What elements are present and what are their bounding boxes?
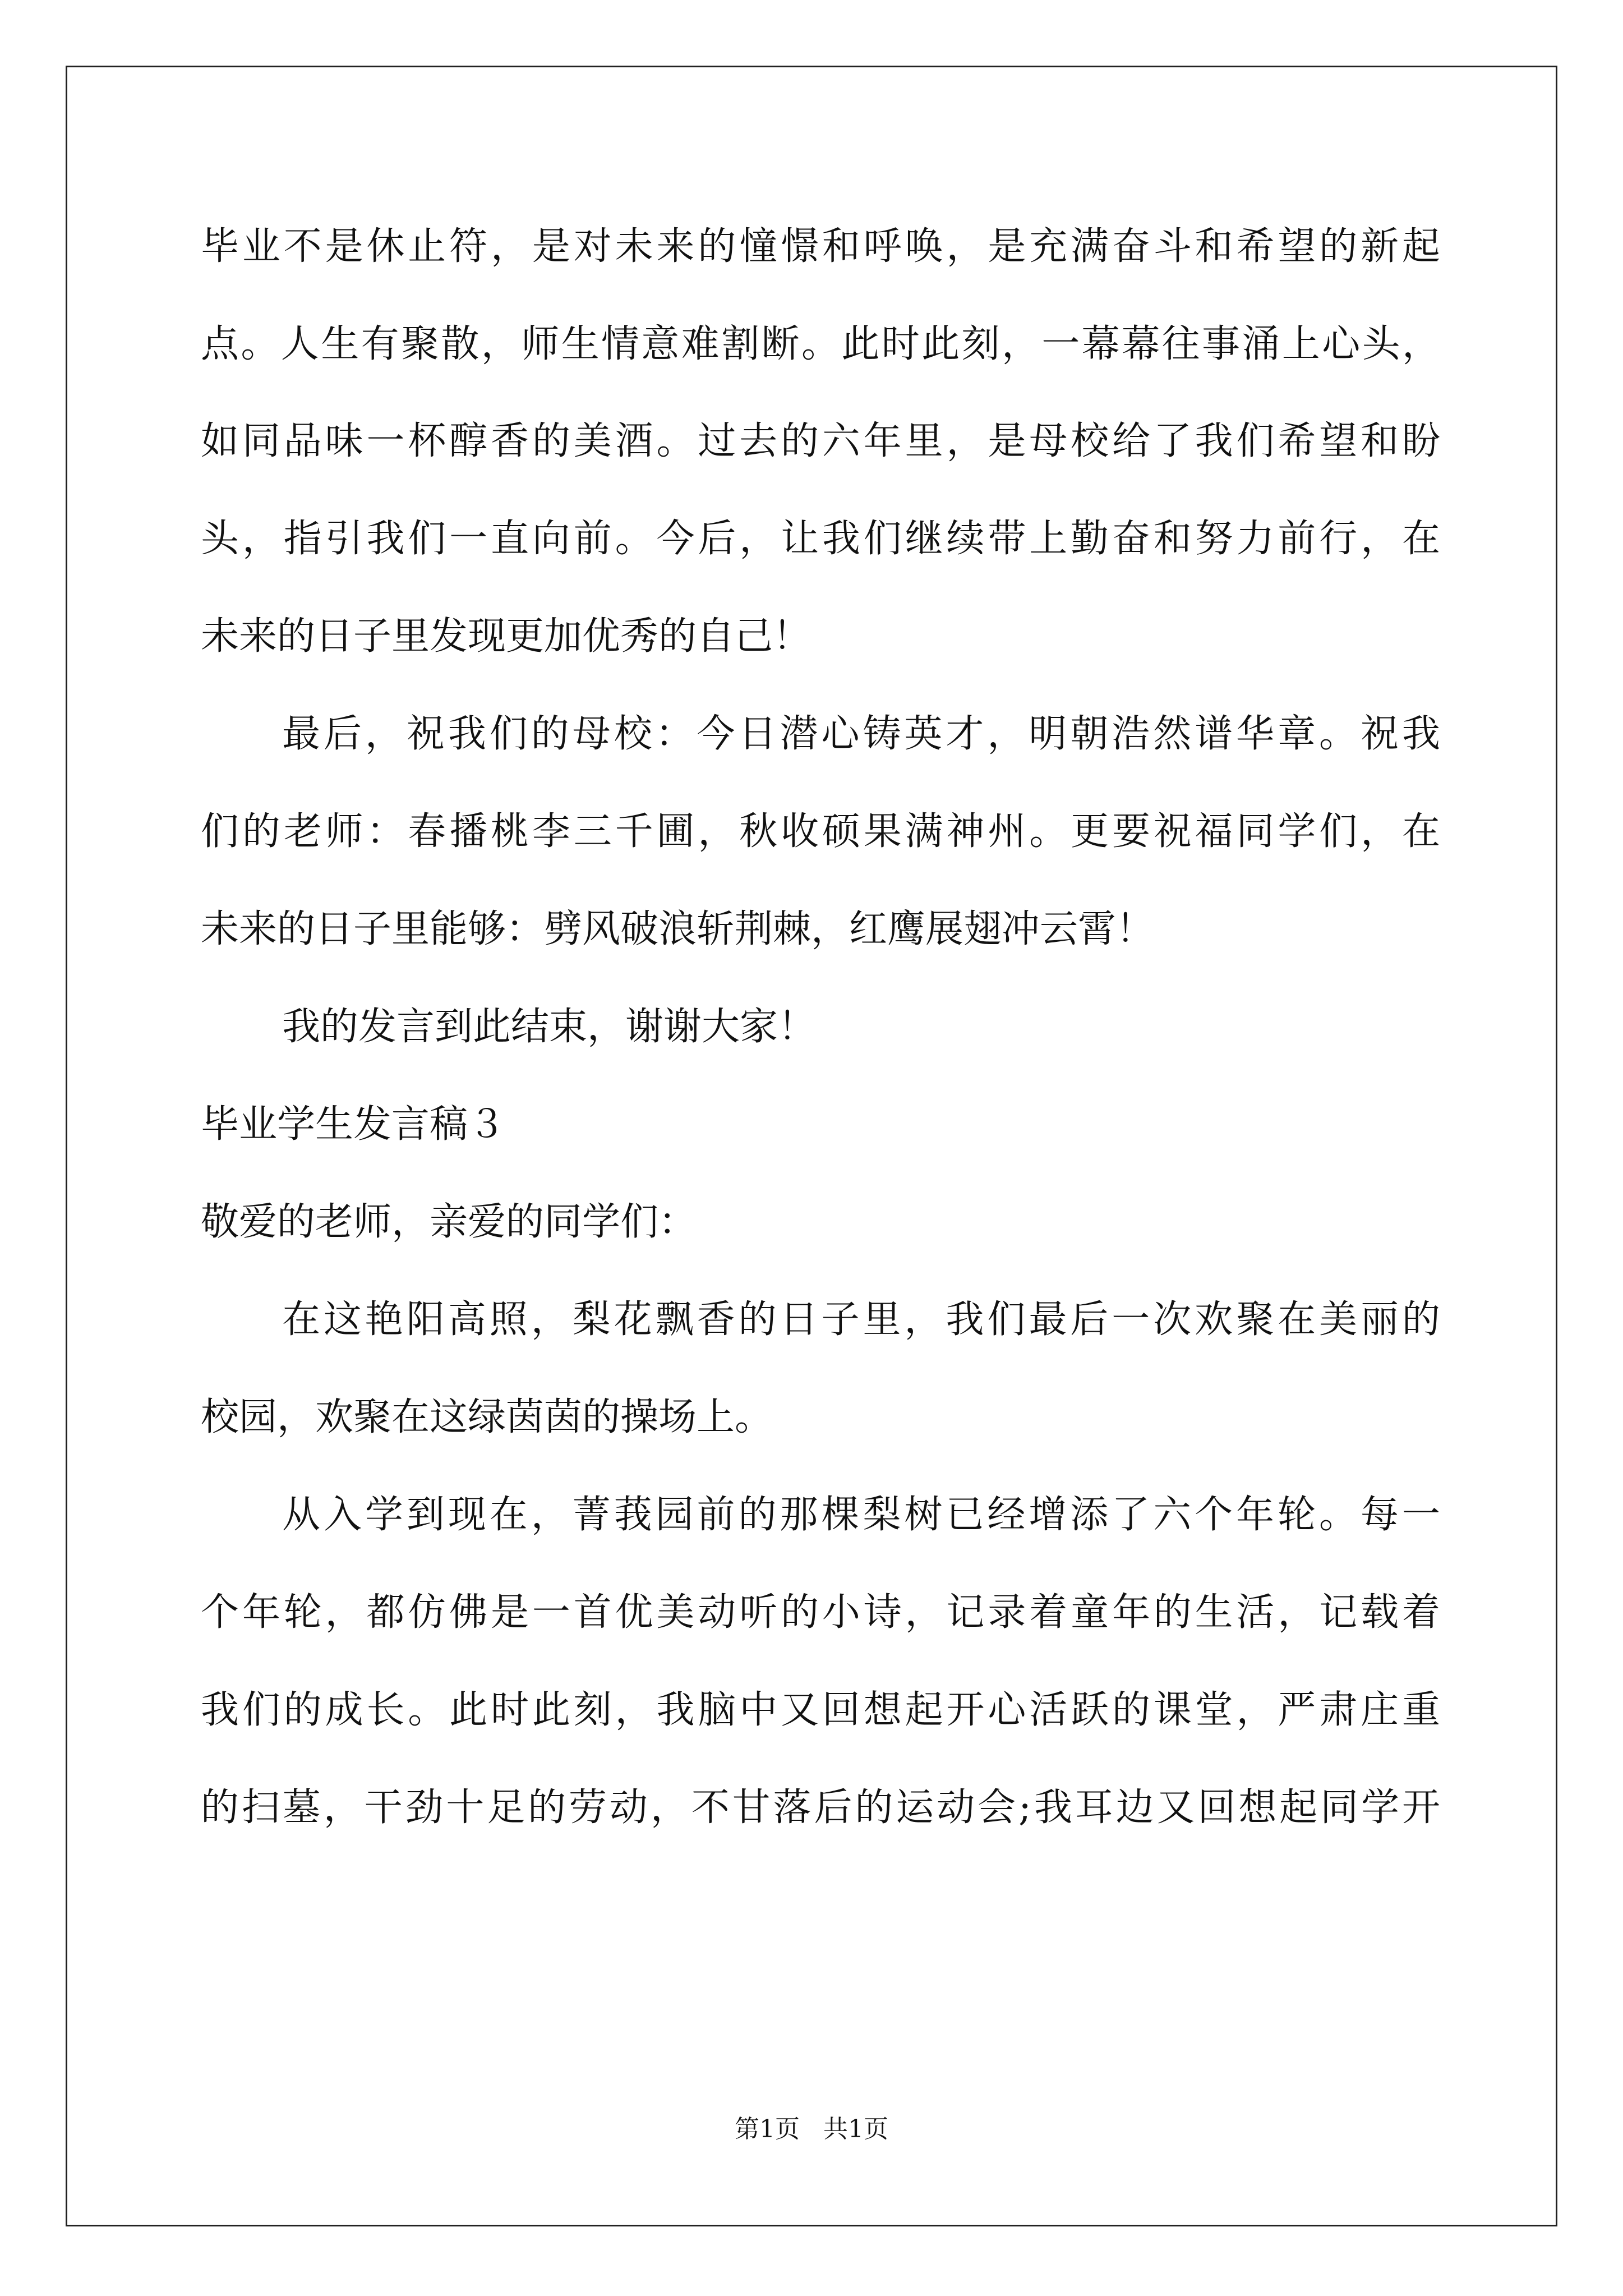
body-text-line: 我们的成长。此时此刻，我脑中又回想起开心活跃的课堂，严肃庄重 (201, 1688, 1440, 1732)
body-text-line: 头，指引我们一直向前。今后，让我们继续带上勤奋和努力前行，在 (201, 517, 1440, 561)
body-text-line: 如同品味一杯醇香的美酒。过去的六年里，是母校给了我们希望和盼 (201, 419, 1440, 463)
paragraph-first-line: 最后，祝我们的母校：今日潜心铸英才，明朝浩然谱华章。祝我 (282, 712, 1440, 756)
body-text-line: 们的老师：春播桃李三千圃，秋收硕果满神州。更要祝福同学们，在 (201, 809, 1440, 854)
page-number-footer: 第1页 共1页 (735, 2115, 888, 2143)
body-text-line: 校园，欢聚在这绿茵茵的操场上。 (201, 1395, 773, 1439)
salutation: 敬爱的老师，亲爱的同学们： (201, 1200, 697, 1244)
body-text-line: 的扫墓，干劲十足的劳动，不甘落后的运动会;我耳边又回想起同学开 (201, 1786, 1440, 1830)
body-text-line: 个年轮，都仿佛是一首优美动听的小诗，记录着童年的生活，记载着 (201, 1590, 1440, 1635)
paragraph-first-line: 我的发言到此结束，谢谢大家！ (282, 1005, 817, 1049)
body-text-line: 点。人生有聚散，师生情意难割断。此时此刻，一幕幕往事涌上心头， (201, 322, 1440, 366)
paragraph-first-line: 在这艳阳高照，梨花飘香的日子里，我们最后一次欢聚在美丽的 (282, 1297, 1440, 1342)
body-text-line: 未来的日子里能够：劈风破浪斩荆棘，红鹰展翅冲云霄！ (201, 907, 1155, 951)
paragraph-first-line: 从入学到现在，菁莪园前的那棵梨树已经增添了六个年轮。每一 (282, 1493, 1440, 1537)
body-text-line: 毕业不是休止符，是对未来的憧憬和呼唤，是充满奋斗和希望的新起 (201, 224, 1440, 269)
section-heading: 毕业学生发言稿３ (201, 1102, 506, 1147)
body-text-line: 未来的日子里发现更加优秀的自己！ (201, 614, 811, 659)
